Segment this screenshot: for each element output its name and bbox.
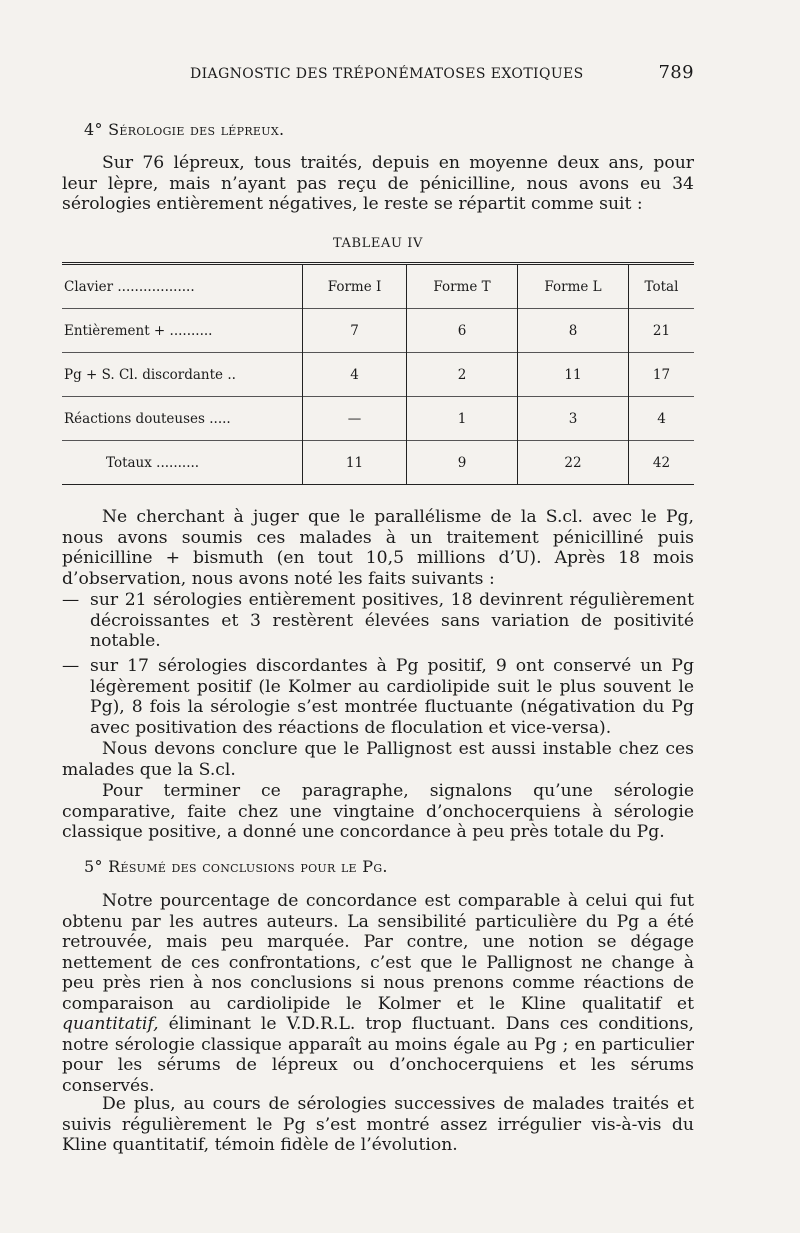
section-5-number: 5° [84,857,103,876]
table-row [62,353,694,397]
paragraph-4: Pour terminer ce paragraphe, signalons qu’une sérologie comparative, faite chez une vingtaine d’onchocerquiens à sérologie classique positive, a donné une concordance à peu près totale du Pg. [62,781,694,842]
cell-forme-i: 7 [303,309,407,353]
table-row [62,309,694,353]
table-header-forme-t: Forme T [407,264,518,309]
paragraph-5-part-a: Notre pourcentage de concordance est comparable à celui qui fut obtenu par les autres auteurs. La sensibilité particulière du Pg a été retrouvée, mais peu marquée. Par contre, une notion se dégage nettement de ces confrontations, c’est que le Pallignost ne change à peu près rien à nos conclusions si nous prenons comme réactions de comparaison au cardiolipide le Kolmer et le Kline qualitatif et [62,891,694,1014]
dash-item-1-text: sur 21 sérologies entièrement positives, 18 devinrent régulièrement décroissantes et 3 restèrent élevées sans variation de positivité notable. [90,590,694,651]
table-header-row [62,264,694,309]
running-head-title: DIAGNOSTIC DES TRÉPONÉMATOSES EXOTIQUES [190,66,584,82]
table-header-forme-l: Forme L [518,264,629,309]
table-header-total: Total [628,264,694,309]
dash-mark: — [62,656,80,676]
dash-item-1 [62,590,694,652]
paragraph-5-italic: quantitatif, [62,1014,159,1034]
row-label: Totaux .......... [62,441,303,485]
table-caption: TABLEAU IV [332,236,424,251]
cell-forme-t: 1 [407,397,518,441]
table-row-totaux [62,441,694,485]
cell-forme-t: 2 [407,353,518,397]
cell-forme-t: 6 [407,309,518,353]
dash-mark: — [62,590,80,610]
paragraph-5-part-b: éliminant le V.D.R.L. trop fluctuant. Dans ces conditions, notre sérologie classique apparaît au moins égale au Pg ; en particulier pour les sérums de lépreux ou d’onchocerquiens et les sérums conservés. [62,1014,694,1096]
cell-forme-t: 9 [407,441,518,485]
intro-paragraph: Sur 76 lépreux, tous traités, depuis en moyenne deux ans, pour leur lèpre, mais n’ayant pas reçu de pénicilline, nous avons eu 34 sérologies entièrement négatives, le reste se répartit comme suit : [62,153,694,214]
table-row [62,397,694,441]
paragraph-3: Nous devons conclure que le Pallignost est aussi instable chez ces malades que la S.cl. [62,739,694,780]
cell-forme-i: — [303,397,407,441]
cell-total: 42 [628,441,694,485]
section-4-title: Sérologie des lépreux. [108,120,285,139]
page-number: 789 [658,62,694,83]
row-label: Pg + S. Cl. discordante .. [62,353,303,397]
row-label: Entièrement + .......... [62,309,303,353]
dash-item-2-text: sur 17 sérologies discordantes à Pg positif, 9 ont conservé un Pg légèrement positif (le Kolmer au cardiolipide suit le plus souvent le Pg), 8 fois la sérologie s’est montrée fluctuante (négativation du Pg avec positivation des réactions de floculation et vice-versa). [90,656,694,738]
dash-item-2 [62,656,694,738]
cell-forme-l: 3 [518,397,629,441]
paragraph-6: De plus, au cours de sérologies successives de malades traités et suivis régulièrement le Pg s’est montré assez irrégulier vis-à-vis du Kline quantitatif, témoin fidèle de l’évolution. [62,1094,694,1155]
tableau-iv [62,262,694,485]
cell-total: 21 [628,309,694,353]
section-4-heading [84,120,284,139]
table-header-clavier: Clavier .................. [64,278,195,295]
section-5-heading [84,857,388,876]
cell-forme-l: 11 [518,353,629,397]
paragraph-5 [62,891,694,1096]
section-4-number: 4° [84,120,103,139]
cell-forme-i: 4 [303,353,407,397]
table-header-forme-i: Forme I [303,264,407,309]
cell-total: 17 [628,353,694,397]
cell-total: 4 [628,397,694,441]
cell-forme-l: 8 [518,309,629,353]
cell-forme-i: 11 [303,441,407,485]
paragraph-2: Ne cherchant à juger que le parallélisme de la S.cl. avec le Pg, nous avons soumis ces malades à un traitement pénicilliné puis pénicilline + bismuth (en tout 10,5 millions d’U). Après 18 mois d’observation, nous avons noté les faits suivants : [62,507,694,589]
section-5-title: Résumé des conclusions pour le Pg. [108,857,388,876]
cell-forme-l: 22 [518,441,629,485]
row-label: Réactions douteuses ..... [62,397,303,441]
